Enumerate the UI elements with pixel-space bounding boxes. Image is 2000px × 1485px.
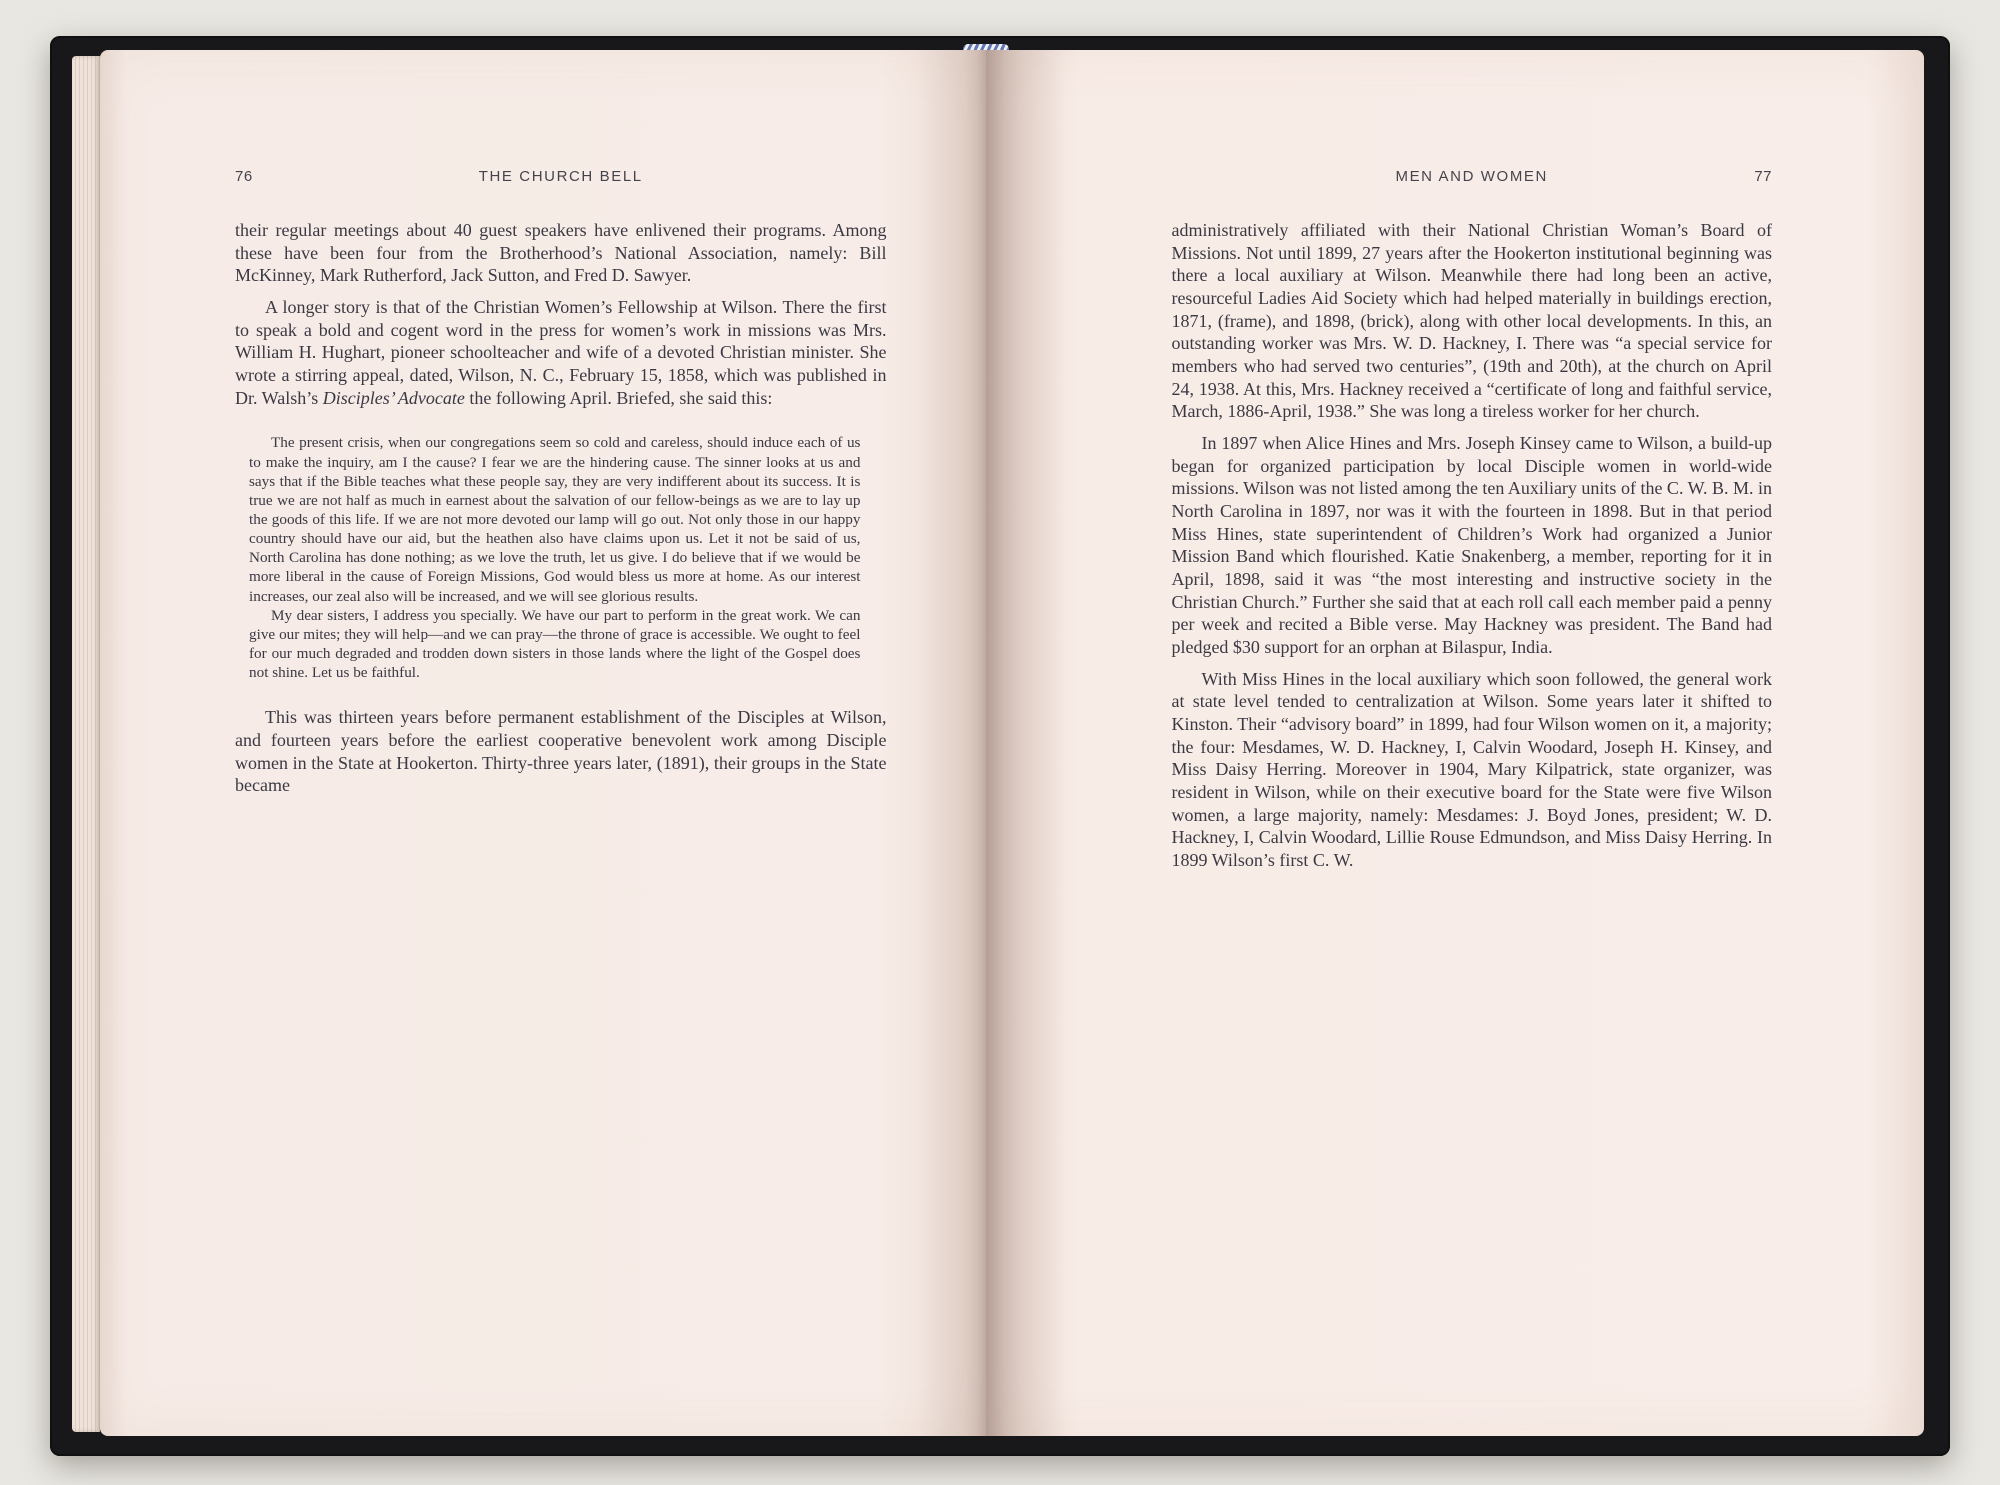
right-page-header <box>1171 50 1772 185</box>
right-page <box>986 50 1924 1436</box>
paragraph: This was thirteen years before permanent establishment of the Disciples at Wilson, and fourteen years before the earliest cooperative benevolent work among Disciple women in the State at Hookerton. Thirty-three years later, (1891), their groups in the State became <box>235 707 887 796</box>
left-running-title: THE CHURCH BELL <box>478 168 643 185</box>
paragraph <box>235 296 886 409</box>
paragraph: In 1897 when Alice Hines and Mrs. Joseph Kinsey came to Wilson, a build-up began for organized participation by local Disciple women in world-wide missions. Wilson was not listed among the ten Auxiliary units of the C. W. B. M. in North Carolina in 1897, nor was it with the fourteen in 1898. But in that period Miss Hines, state superintendent of Children’s Work had organized a Junior Mission Band which flourished. Katie Snakenberg, a member, reporting for it in April, 1898, said it was “the most interesting and instructive society in the Christian Church.” Further she said that at each roll call each member paid a penny per week and recited a Bible verse. May Hackney was president. The Band had pledged $30 support for an orphan at Bilaspur, India. <box>1171 433 1772 658</box>
quote-paragraph: My dear sisters, I address you specially. We have our part to perform in the great work. We can give our mites; they will help—and we can pray—the throne of grace is accessible. We ought to feel for our much degraded and trodden down sisters in those lands where the light of the Gospel does not shine. Let us be faithful. <box>249 606 861 682</box>
right-page-text <box>1171 219 1772 872</box>
left-page <box>100 50 986 1436</box>
paragraph: administratively affiliated with their National Christian Woman’s Board of Missions. Not until 1899, 27 years after the Hookerton institutional beginning was there a local auxiliary at Wilson. Meanwhile there had long been an active, resourceful Ladies Aid Society which had helped materially in buildings erection, 1871, (frame), and 1898, (brick), along with other local developments. In this, an outstanding worker was Mrs. W. D. Hackney, I. There was “a special service for members who had served two centuries”, (19th and 20th), at the church on April 24, 1938. At this, Mrs. Hackney received a “certificate of long and faithful service, March, 1886-April, 1938.” She was long a tireless worker for her church. <box>1171 220 1772 422</box>
quote-block <box>249 433 860 682</box>
book-cover <box>50 36 1950 1456</box>
paragraph: their regular meetings about 40 guest speakers have enlivened their programs. Among these have been four from the Brotherhood’s National Association, namely: Bill McKinney, Mark Rutherford, Jack Sutton, and Fred D. Sawyer. <box>235 220 887 286</box>
paragraph-text: the following April. Briefed, she said this: <box>464 387 773 408</box>
paragraph-text: A longer story is that of the Christian Women’s Fellowship at Wilson. There the first to speak a bold and cogent word in the press for women’s work in missions was Mrs. William H. Hughart, pioneer schoolteacher and wife of a devoted Christian minister. She wrote a stirring appeal, dated, Wilson, N. C., February 15, 1858, which was published in Dr. Walsh’s <box>235 297 887 408</box>
left-page-number: 76 <box>235 168 253 185</box>
publication-title-italic: Disciples’ Advocate <box>322 387 465 408</box>
paragraph: With Miss Hines in the local auxiliary which soon followed, the general work at state level tended to centralization at Wilson. Some years later it shifted to Kinston. Their “advisory board” in 1899, had four Wilson women on it, a majority; the four: Mesdames, W. D. Hackney, I, Calvin Woodard, Joseph H. Kinsey, and Miss Daisy Herring. Moreover in 1904, Mary Kilpatrick, state organizer, was resident in Wilson, while on their executive board for the State were five Wilson women, a large majority, namely: Mesdames: J. Boyd Jones, president; W. D. Hackney, I, Calvin Woodard, Lillie Rouse Edmundson, and Miss Daisy Herring. In 1899 Wilson’s first C. W. <box>1171 668 1772 871</box>
left-page-text <box>235 219 886 797</box>
page-edge-stack <box>72 56 100 1432</box>
right-page-number: 77 <box>1754 168 1772 185</box>
right-running-title: MEN AND WOMEN <box>1395 168 1548 185</box>
quote-paragraph: The present crisis, when our congregations seem so cold and careless, should induce each of us to make the inquiry, am I the cause? I fear we are the hindering cause. The sinner looks at us and says that if the Bible teaches what these people say, they are very indifferent about its success. It is true we are not half as much in earnest about the salvation of our fellow-beings as we are to lay up the goods of this life. If we are not more devoted our lamp will go out. Not only those in our happy country should have our aid, but the heathen also have claims upon us. Let it not be said of us, North Carolina has done nothing; as we love the truth, let us give. I do believe that if we would be more liberal in the cause of Foreign Missions, God would bless us more at home. As our interest increases, our zeal also will be increased, and we will see glorious results. <box>249 434 861 605</box>
open-pages <box>100 50 1924 1436</box>
left-page-header <box>235 50 886 185</box>
